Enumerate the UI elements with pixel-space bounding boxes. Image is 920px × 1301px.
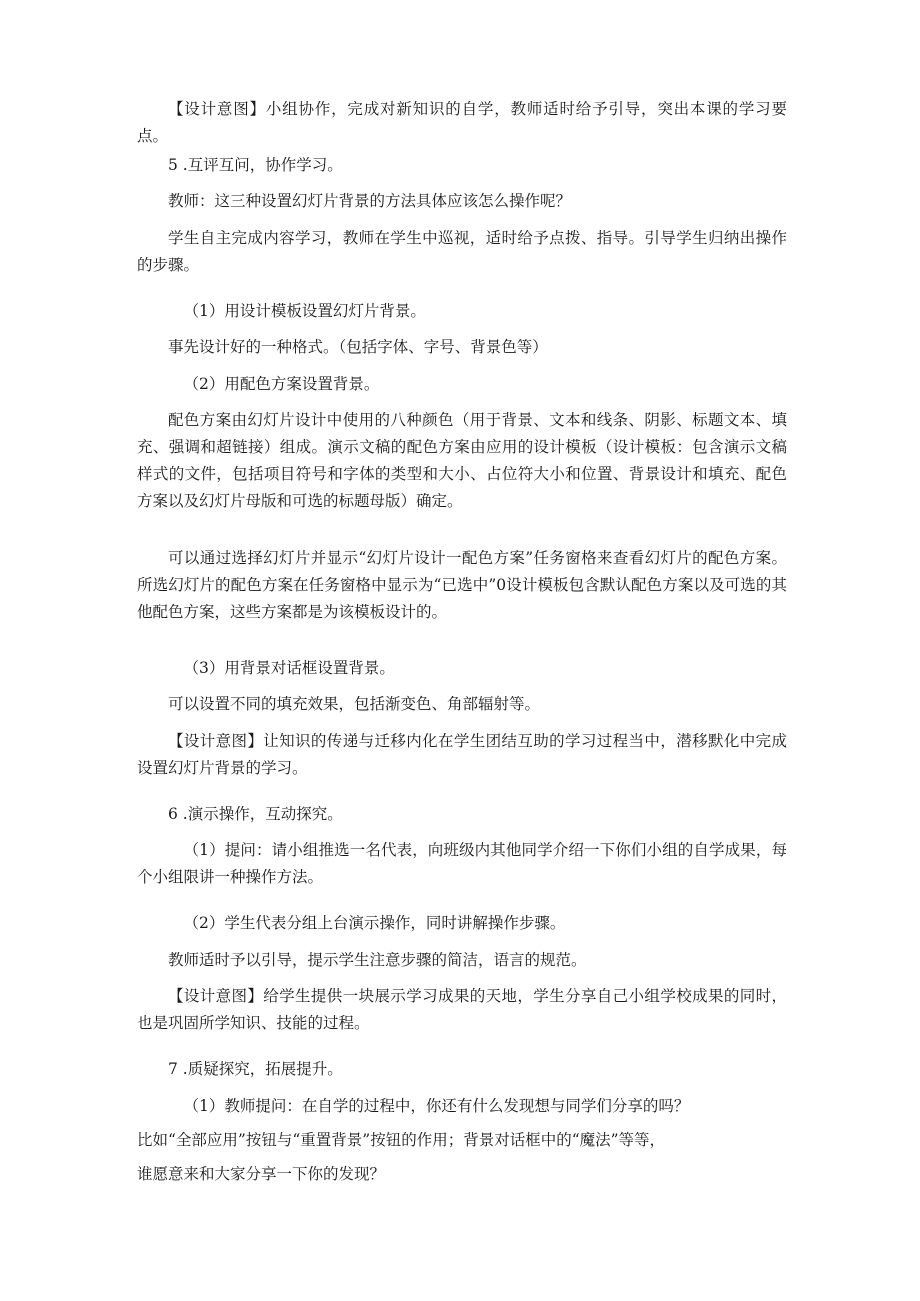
fill-effects-paragraph: 可以设置不同的填充效果，包括渐变色、角部辐射等。 [168, 695, 541, 713]
teacher-question-paragraph: 教师：这三种设置幻灯片背景的方法具体应该怎么操作呢？ [168, 192, 572, 210]
item-2-demo-paragraph: （2）学生代表分组上台演示操作，同时讲解操作步骤。 [183, 914, 566, 932]
section-heading-6: 6 .演示操作，互动探究。 [168, 805, 343, 823]
section-heading-5: 5 .互评互问，协作学习。 [168, 156, 343, 174]
item-2-color-scheme: （2）用配色方案设置背景。 [183, 375, 380, 393]
item-1-design-template: （1）用设计模板设置幻灯片背景。 [183, 302, 426, 320]
item-1-teacher-question: （1）教师提问：在自学的过程中，你还有什么发现想与同学们分享的吗？ [183, 1097, 690, 1115]
design-intent-paragraph-1: 【设计意图】小组协作，完成对新知识的自学，教师适时给予引导，突出本课的学习要点。 [137, 100, 787, 145]
color-scheme-description: 配色方案由幻灯片设计中使用的八种颜色（用于背景、文本和线条、阴影、标题文本、填充、强调和超链接）组成。演示文稿的配色方案由应用的设计模板（设计模板：包含演示文稿样式的文件，包括项目符号和字体的类型和大小、占位符大小和位置、背景设计和填充、配色方案以及幻灯片母版和可选的标题母版）确定。 [137, 411, 787, 510]
color-scheme-view-paragraph: 可以通过选择幻灯片并显示“幻灯片设计一配色方案”任务窗格来查看幻灯片的配色方案。所选幻灯片的配色方案在任务窗格中显示为“已选中”0设计模板包含默认配色方案以及可选的其他配色方案，这些方案都是为该模板设计的。 [137, 549, 787, 621]
item-1-question-paragraph: （1）提问：请小组推选一名代表，向班级内其他同学介绍一下你们小组的自学成果，每个小组限讲一种操作方法。 [137, 841, 787, 886]
section-heading-7: 7 .质疑探究，拓展提升。 [168, 1060, 343, 1078]
design-template-description: 事先设计好的一种格式。（包括字体、字号、背景色等） [168, 338, 548, 356]
student-self-study-paragraph: 学生自主完成内容学习，教师在学生中巡视，适时给予点拨、指导。引导学生归纳出操作的步骤。 [137, 229, 787, 274]
design-intent-paragraph-2: 【设计意图】让知识的传递与迁移内化在学生团结互助的学习过程当中，潜移默化中完成设置幻灯片背景的学习。 [137, 732, 787, 777]
design-intent-paragraph-3: 【设计意图】给学生提供一块展示学习成果的天地，学生分享自己小组学校成果的同时，也是巩固所学知识、技能的过程。 [137, 987, 787, 1032]
example-buttons-line: 比如“全部应用”按钮与“重置背景”按钮的作用；背景对话框中的“魔法”等等， [137, 1131, 666, 1149]
teacher-guidance-paragraph: 教师适时予以引导，提示学生注意步骤的简洁，语言的规范。 [168, 951, 587, 969]
share-discovery-line: 谁愿意来和大家分享一下你的发现？ [137, 1165, 386, 1183]
item-3-background-dialog: （3）用背景对话框设置背景。 [183, 659, 395, 677]
